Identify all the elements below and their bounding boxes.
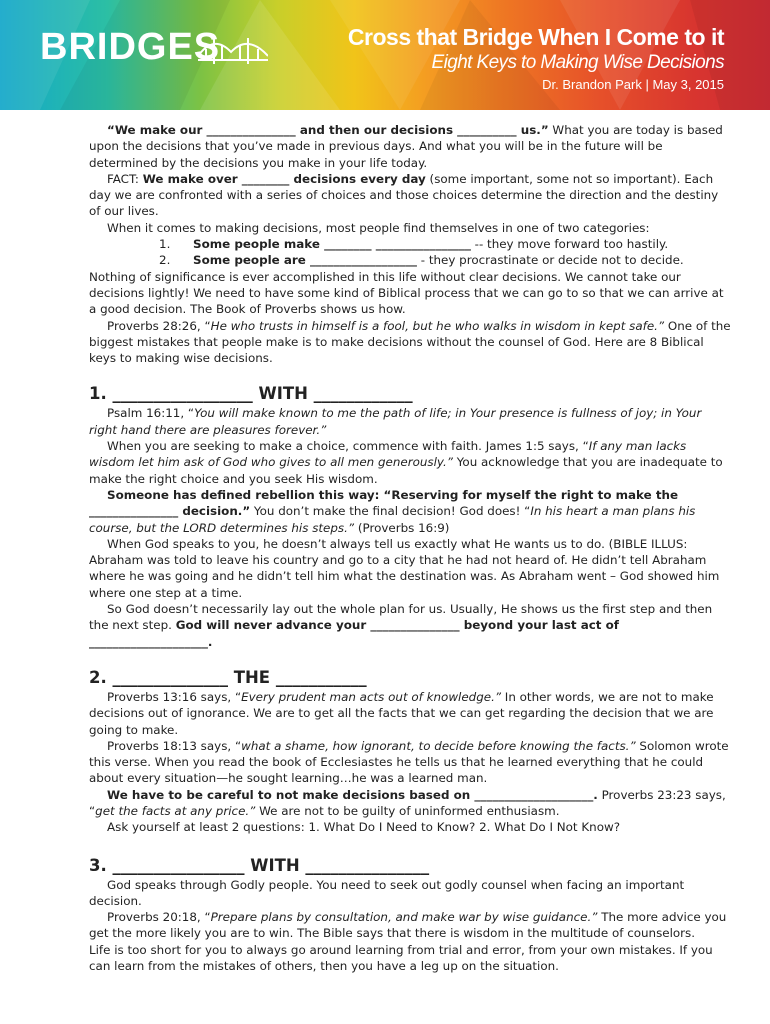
section-3-paragraph-2: [89, 909, 733, 942]
section-1-paragraph-2: [89, 438, 733, 487]
list-text: -- they move forward too hastily.: [470, 237, 669, 252]
s2p3-bold: We have to be careful to not make decisions based on ____________________.: [107, 787, 598, 802]
section-1-paragraph-4: When God speaks to you, he doesn’t always tell us exactly what He wants us to do. (BIBLE ILLUS: Abraham was told to leave his country and go to a city that he had not heard of. He didn’t tell Abraham where he was going and he didn’t tell him what the destination was. As Abraham went – God showed him where one step at a time.: [89, 536, 720, 600]
section-2-paragraph-2: [89, 738, 733, 787]
speaker-date: Dr. Brandon Park | May 3, 2015: [542, 77, 724, 92]
section-1-heading: 1. _________________ WITH ____________: [89, 384, 413, 404]
s1p1-quote: You will make known to me the path of life; in Your presence is fullness of joy; in Your right hand there are pleasures forever.”: [89, 406, 702, 437]
intro-paragraph-2: [89, 171, 733, 220]
sermon-title: Cross that Bridge When I Come to it: [347, 24, 724, 50]
s1p3-ref: (Proverbs 16:9): [354, 520, 450, 535]
sermon-subtitle: Eight Keys to Making Wise Decisions: [431, 52, 724, 73]
section-2-heading: 2. ______________ THE ___________: [89, 667, 367, 687]
fact-text: (some important, some not so important). Each day we are confronted with a series of choices and those choices determine the direction and the destiny of our lives.: [89, 171, 719, 219]
s1p2-text: When you are seeking to make a choice, commence with faith. James 1:5 says, “: [107, 439, 589, 454]
s1p2-rest: You acknowledge that you are inadequate to make the right choice and you seek His wisdom.: [89, 455, 723, 486]
section-3-paragraph-1: God speaks through Godly people. You need to seek out godly counsel when facing an important decision.: [89, 877, 685, 908]
s2p1-quote: Every prudent man acts out of knowledge.”: [241, 689, 502, 704]
s2p1-ref: Proverbs 13:16 says, “: [107, 689, 242, 704]
list-number: 2.: [159, 253, 171, 268]
section-3-heading: 3. ________________ WITH _______________: [89, 855, 430, 875]
intro-paragraph-4: Nothing of significance is ever accomplished in this life without clear decisions. We cannot take our decisions lightly! We need to have some kind of Biblical process that we can go to so that we can arrive at a good decision. The Book of Proverbs shows us how.: [89, 269, 724, 317]
s1p5-bold: God will never advance your _______________ beyond your last act of ____________________.: [89, 618, 619, 649]
s2p2-quote: what a shame, how ignorant, to decide before knowing the facts.”: [241, 738, 636, 753]
list-bold: Some people are __________________: [193, 253, 417, 268]
section-1-paragraph-1: [89, 405, 733, 438]
s1p3-bold: Someone has defined rebellion this way: “Reserving for myself the right to make the _______________ decision.”: [89, 487, 679, 519]
intro-p5-ref: Proverbs 28:26, “: [107, 318, 211, 333]
s2p3-ref: Proverbs 23:23 says, “: [89, 787, 726, 818]
s2p3-text: We are not to be guilty of uninformed enthusiasm.: [255, 803, 560, 818]
intro-paragraph-5: [89, 318, 733, 367]
header-banner: [0, 0, 770, 110]
s1p5-text: So God doesn’t necessarily lay out the whole plan for us. Usually, He shows us the first step and then the next step.: [89, 602, 713, 633]
intro-paragraph-1: [89, 122, 733, 171]
fact-bold: We make over ________ decisions every day: [142, 171, 426, 186]
s2p3-quote: get the facts at any price.”: [95, 803, 256, 818]
intro-paragraph-3: When it comes to making decisions, most people find themselves in one of two categories:: [107, 220, 650, 235]
fact-label: FACT:: [107, 171, 143, 186]
s1p3-quote: In his heart a man plans his course, but the LORD determines his steps.”: [89, 504, 696, 535]
s1p2-quote: If any man lacks wisdom let him ask of God who gives to all men generously.”: [89, 439, 687, 470]
section-1-paragraph-5: [89, 601, 733, 650]
list-item: [89, 236, 733, 252]
list-item: [89, 252, 733, 268]
section-3-paragraph-3: Life is too short for you to always go around learning from trial and error, from your own mistakes. If you can learn from the mistakes of others, then you have a leg up on the situation.: [89, 942, 713, 974]
s3p2-ref: Proverbs 20:18, “: [107, 910, 211, 925]
intro-p5-quote: He who trusts in himself is a fool, but he who walks in wisdom in kept safe.”: [210, 318, 665, 333]
intro-p1-text: What you are today is based upon the decisions that you’ve made in previous days. And what you will be in the future will be determined by the decisions you make in your life today.: [89, 123, 723, 170]
bridges-logo: BRIDGES: [40, 26, 221, 68]
section-2-paragraph-1: [89, 689, 733, 738]
s2p2-ref: Proverbs 18:13 says, “: [107, 738, 242, 753]
section-2-paragraph-4: Ask yourself at least 2 questions: 1. What Do I Need to Know? 2. What Do I Not Know?: [107, 820, 621, 835]
s2p1-text: In other words, we are not to make decisions out of ignorance. We are to get all the facts that we can get regarding the decision that we are going to make.: [89, 689, 714, 737]
intro-p1-bold: “We make our _______________ and then our decisions __________ us.”: [107, 123, 549, 137]
s3p2-quote: Prepare plans by consultation, and make war by wise guidance.”: [210, 910, 598, 925]
list-text: - they procrastinate or decide not to decide.: [416, 253, 684, 268]
s1p1-ref: Psalm 16:11, “: [107, 406, 195, 421]
s3p2-text: The more advice you get the more likely you are to win. The Bible says that there is wisdom in the multitude of counselors.: [89, 910, 727, 941]
section-1-paragraph-3: [89, 487, 733, 536]
list-bold: Some people make ________ ________________: [193, 237, 471, 252]
s2p2-text: Solomon wrote this verse. When you read the book of Ecclesiastes he tells us that he learned everything that he could about every situation—he sought learning…he was a learned man.: [89, 738, 729, 786]
bridge-icon: [198, 34, 268, 68]
notes-content: [89, 122, 733, 974]
s1p3-text: You don’t make the final decision! God does! “: [250, 504, 531, 519]
list-number: 1.: [159, 237, 171, 252]
intro-p5-text: One of the biggest mistakes that people make is to make decisions without the counsel of God. Here are 8 Biblical keys to making wise decisions.: [89, 318, 731, 366]
section-2-paragraph-3: [89, 787, 733, 820]
